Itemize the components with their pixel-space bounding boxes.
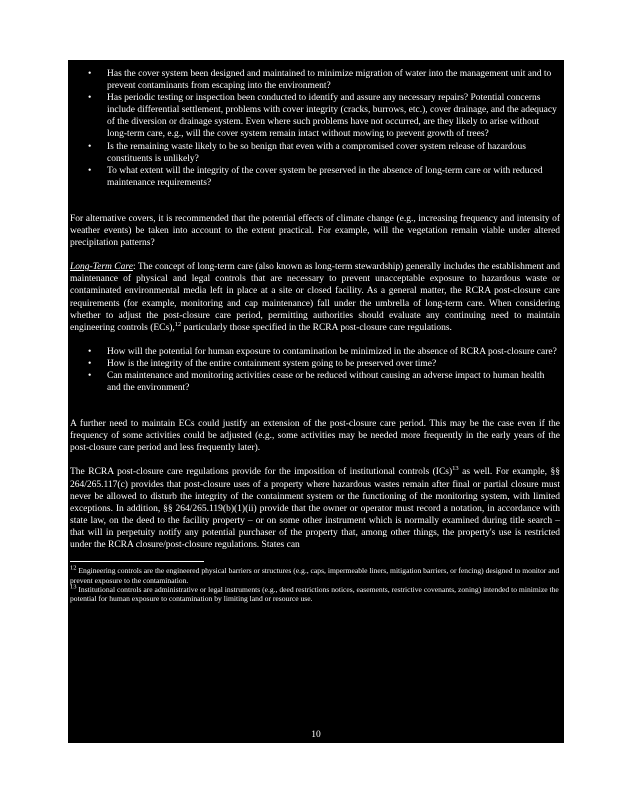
long-term-care-heading: Long-Term Care [70,262,133,273]
page-number: 10 [311,729,321,740]
alternative-covers-paragraph: For alternative covers, it is recommended that the potential effects of climate change (e.g., increasing frequency and intensity of weather events) be taken into account to the extent practical. For example, will the vegetation remain viable under altered precipitation patterns? [70,213,560,249]
footnote-text: Institutional controls are administrative or legal instruments (e.g., deed restrictions notices, easements, restrictive covenants, zoning) intended to minimize the potential for human exposure to contamination by limiting land or resource use. [70,584,559,604]
long-term-care-tail: particularly those specified in the RCRA post-closure care regulations. [181,322,452,333]
list-item: • Has periodic testing or inspection been conducted to identify and assure any necessary repairs? Potential concerns include differential settlement, problems with cover integrity (cracks, burrows, etc.), cover drainage, and the adequacy of the diversion or drainage system. Even where such problems have not occurred, are they likely to arise without long-term care, e.g., will the cover system remain intact without mowing to prevent growth of trees? [84,92,560,140]
list-item: • Is the remaining waste likely to be so benign that even with a compromised cover system release of hazardous constituents is unlikely? [84,141,560,165]
document-page [68,60,564,743]
footnotes [70,566,560,604]
footnote-ref-13: 13 [452,465,459,473]
footnote-13 [70,585,560,604]
engineering-controls-paragraph: A further need to maintain ECs could justify an extension of the post-closure care period. This may be the case even if the frequency of some activities could be adjusted (e.g., some activities may be needed more frequently in the early years of the post-closure care period and less frequently later). [70,419,560,454]
ics-start: The RCRA post-closure care regulations provide for the imposition of institutional controls (ICs) [70,467,453,478]
footnote-number: 12 [70,564,77,572]
ics-rest: as well. For example, §§ 264/265.117(c) provides that post-closure uses of a property where hazardous wastes remain after final or partial closure must never be allowed to disturb the integrity of the containment system or the functioning of the monitoring system, with limited exceptions. In addition, §§ 264/265.119(b)(1)(ii) provide that the owner or operator must record a notation, in accordance with state law, on the deed to the facility property – or on some other instrument which is normally examined during title search – that will in perpetuity notify any potential purchaser of the property that, among other things, the property's use is restricted under the RCRA closure/post-closure regulations. States can [70,467,560,550]
long-term-care-paragraph [70,261,560,334]
institutional-controls-paragraph [70,466,560,551]
footnote-number: 13 [70,583,77,591]
cover-questions-list [84,68,560,189]
long-term-care-body: : The concept of long-term care (also known as long-term stewardship) generally includes the establishment and maintenance of physical and legal controls that are necessary to prevent unacceptable exposure to hazardous waste or contaminated environmental media left in place at a site or closed facility. As a general matter, the RCRA post-closure care requirements (for example, monitoring and cap maintenance) fall under the umbrella of long-term care. When considering whether to adjust the post-closure care period, permitting authorities should evaluate any continuing need to maintain engineering controls (ECs), [70,262,560,333]
list-item: • Has the cover system been designed and maintained to minimize migration of water into the management unit and to prevent contaminants from escaping into the environment? [84,68,560,92]
footnote-text: Engineering controls are the engineered physical barriers or structures (e.g., caps, impermeable liners, mitigation barriers, or fencing) designed to monitor and prevent exposure to the contamination. [70,566,560,585]
list-item: • How is the integrity of the entire containment system going to be preserved over time? [84,358,560,370]
list-item: • To what extent will the integrity of the cover system be preserved in the absence of long-term care or with reduced maintenance requirements? [84,165,560,189]
footnote-12 [70,566,560,585]
list-item: • How will the potential for human exposure to contamination be minimized in the absence of RCRA post-closure care? [84,346,560,358]
post-closure-questions-list [84,346,560,394]
footnote-ref-12: 12 [174,320,182,328]
footnote-divider [70,561,204,562]
list-item: • Can maintenance and monitoring activities cease or be reduced without causing an adverse impact to human health and the environment? [84,370,560,394]
